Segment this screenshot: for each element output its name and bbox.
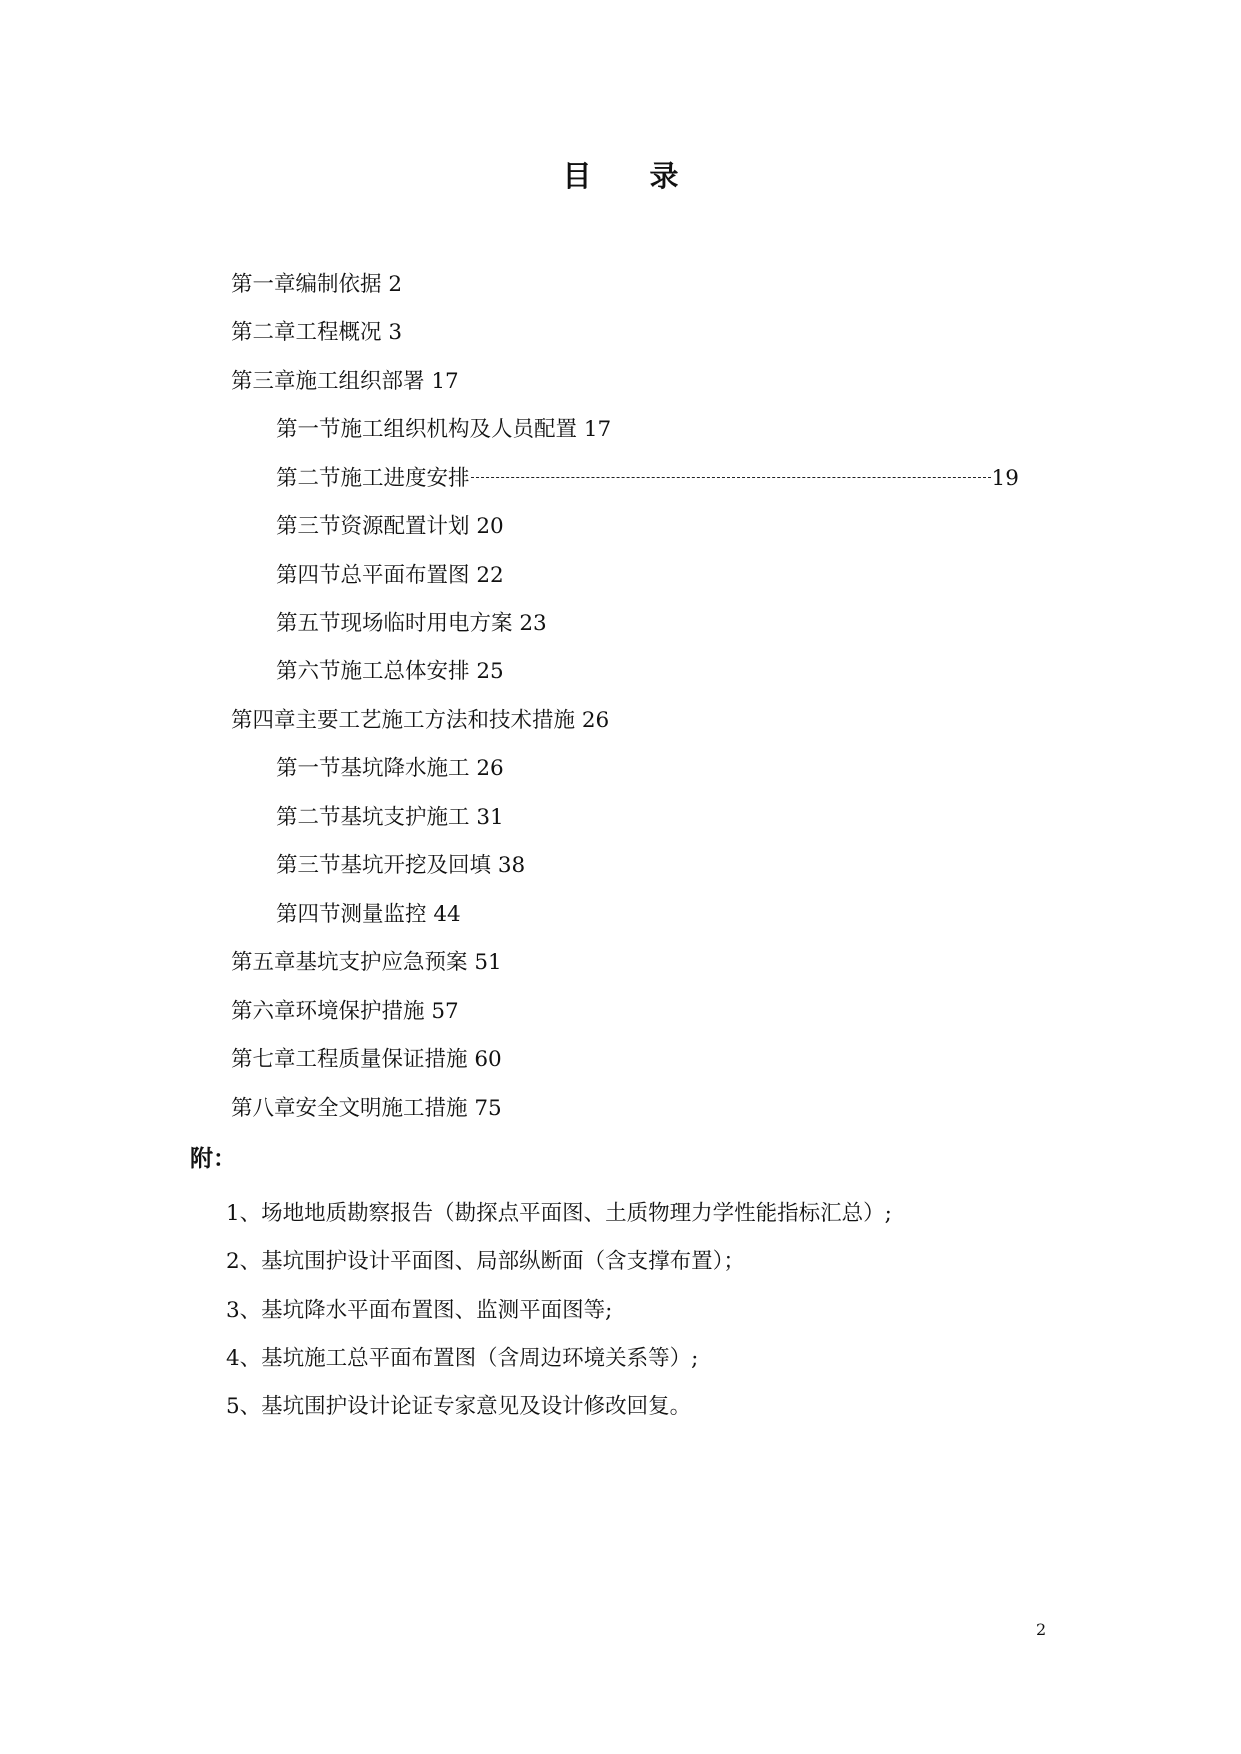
toc-chapter-8[interactable]: 第八章安全文明施工措施 75 [231,1096,502,1121]
page-number: 2 [1036,1620,1047,1639]
toc-chapter-1[interactable]: 第一章编制依据 2 [231,272,403,297]
toc-chapter-4-section-3[interactable]: 第三节基坑开挖及回填 38 [276,853,526,878]
toc-chapter-5[interactable]: 第五章基坑支护应急预案 51 [231,950,502,975]
toc-chapter-7[interactable]: 第七章工程质量保证措施 60 [231,1047,502,1072]
toc-chapter-2[interactable]: 第二章工程概况 3 [231,320,403,345]
page-title [0,158,1241,194]
toc-chapter-3-section-3[interactable]: 第三节资源配置计划 20 [276,514,504,539]
toc-chapter-3-section-6[interactable]: 第六节施工总体安排 25 [276,659,504,684]
toc-chapter-4-section-2[interactable]: 第二节基坑支护施工 31 [276,805,504,830]
appendix-item-1: 1、场地地质勘察报告（勘探点平面图、土质物理力学性能指标汇总）; [226,1201,892,1226]
toc-entry-label: 第二节施工进度安排 [276,466,470,491]
toc-chapter-4-section-4[interactable]: 第四节测量监控 44 [276,902,461,927]
toc-entry-page: 19 [991,466,1019,491]
toc-chapter-6[interactable]: 第六章环境保护措施 57 [231,999,459,1024]
appendix-item-2: 2、基坑围护设计平面图、局部纵断面（含支撑布置）； [226,1249,745,1274]
title-char-1: 目 [562,159,592,193]
toc-chapter-3-section-2[interactable] [276,464,1019,494]
dot-leader [471,477,991,478]
toc-chapter-3-section-4[interactable]: 第四节总平面布置图 22 [276,563,504,588]
appendix-heading: 附： [190,1145,236,1172]
toc-chapter-3-section-5[interactable]: 第五节现场临时用电方案 23 [276,611,547,636]
appendix-item-4: 4、基坑施工总平面布置图（含周边环境关系等）; [226,1346,699,1371]
toc-chapter-3-section-1[interactable]: 第一节施工组织机构及人员配置 17 [276,417,612,442]
title-char-2: 录 [649,159,679,193]
appendix-item-5: 5、基坑围护设计论证专家意见及设计修改回复。 [226,1394,692,1419]
appendix-item-3: 3、基坑降水平面布置图、监测平面图等; [226,1298,613,1323]
toc-chapter-4[interactable]: 第四章主要工艺施工方法和技术措施 26 [231,708,610,733]
toc-chapter-4-section-1[interactable]: 第一节基坑降水施工 26 [276,756,504,781]
toc-chapter-3[interactable]: 第三章施工组织部署 17 [231,369,459,394]
